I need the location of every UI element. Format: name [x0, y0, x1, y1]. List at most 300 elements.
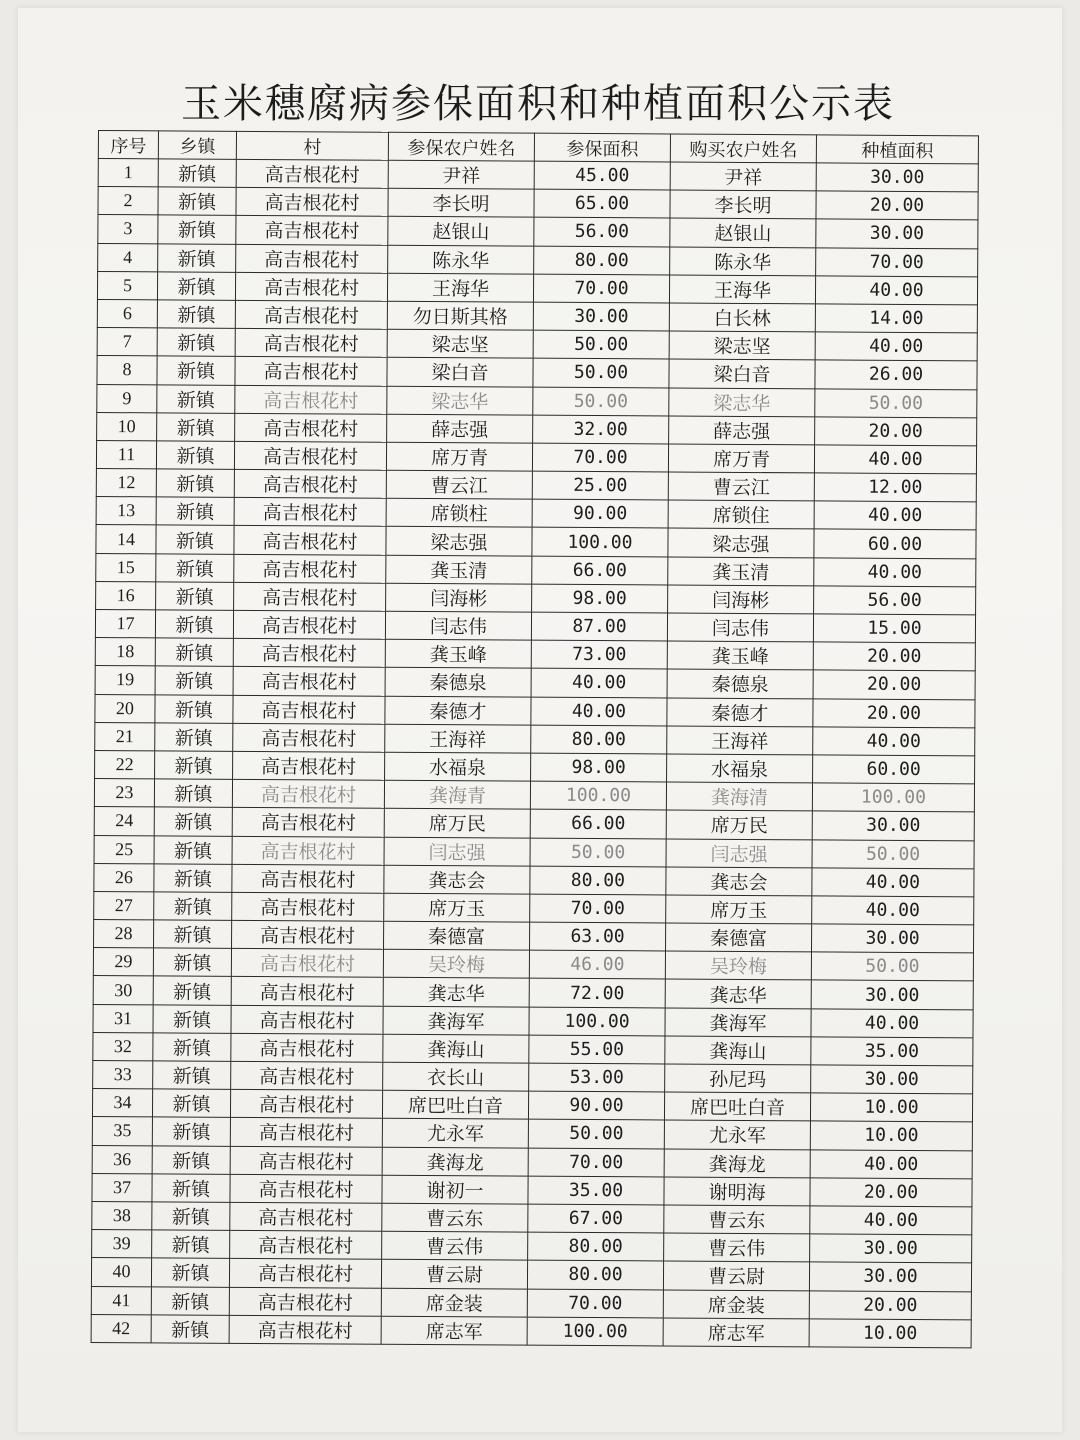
cell-buyer-name: 龚志华 [665, 979, 811, 1008]
cell-planted-area: 40.00 [815, 332, 977, 361]
cell-planted-area: 40.00 [815, 276, 977, 305]
cell-town: 新镇 [157, 272, 235, 301]
cell-insured-area: 40.00 [531, 669, 667, 698]
cell-planted-area: 50.00 [815, 388, 977, 417]
cell-town: 新镇 [156, 582, 234, 611]
cell-planted-area: 14.00 [815, 304, 977, 333]
cell-insured-name: 曹云东 [382, 1203, 528, 1232]
cell-insured-area: 56.00 [534, 218, 670, 247]
cell-village: 高吉根花村 [233, 610, 385, 639]
cell-insured-name: 曹云江 [386, 470, 532, 499]
cell-index: 20 [95, 694, 155, 723]
cell-town: 新镇 [152, 1145, 230, 1174]
cell-index: 23 [94, 779, 154, 808]
cell-insured-name: 梁志强 [386, 527, 532, 556]
cell-insured-area: 72.00 [529, 979, 665, 1008]
cell-buyer-name: 孙尼玛 [665, 1064, 811, 1093]
cell-insured-name: 谢初一 [382, 1175, 528, 1204]
cell-insured-name: 王海祥 [385, 724, 531, 753]
cell-insured-name: 秦德富 [383, 921, 529, 950]
cell-index: 36 [92, 1145, 152, 1174]
cell-buyer-name: 白长林 [669, 303, 815, 332]
cell-buyer-name: 席巴吐白音 [664, 1092, 810, 1121]
cell-village: 高吉根花村 [229, 1287, 381, 1316]
cell-insured-area: 53.00 [529, 1063, 665, 1092]
cell-insured-name: 水福泉 [385, 752, 531, 781]
cell-planted-area: 30.00 [811, 980, 973, 1009]
cell-buyer-name: 吴玲梅 [665, 951, 811, 980]
cell-planted-area: 60.00 [813, 755, 975, 784]
cell-planted-area: 40.00 [813, 727, 975, 756]
cell-index: 24 [94, 807, 154, 836]
cell-planted-area: 30.00 [811, 1065, 973, 1094]
cell-insured-name: 龚玉峰 [385, 639, 531, 668]
cell-village: 高吉根花村 [233, 639, 385, 668]
cell-town: 新镇 [152, 1202, 230, 1231]
cell-insured-area: 45.00 [534, 161, 670, 190]
cell-insured-name: 梁志华 [387, 386, 533, 415]
data-table [91, 130, 979, 1348]
cell-town: 新镇 [158, 159, 236, 188]
cell-insured-area: 70.00 [527, 1289, 663, 1318]
cell-index: 7 [97, 328, 157, 357]
cell-village: 高吉根花村 [236, 244, 388, 273]
cell-index: 22 [95, 750, 155, 779]
cell-buyer-name: 龚海山 [665, 1036, 811, 1065]
cell-insured-area: 80.00 [530, 866, 666, 895]
cell-insured-area: 98.00 [531, 753, 667, 782]
cell-town: 新镇 [158, 215, 236, 244]
cell-insured-area: 98.00 [532, 584, 668, 613]
cell-insured-area: 100.00 [530, 781, 666, 810]
header-insured-name: 参保农户姓名 [388, 132, 534, 161]
cell-insured-name: 勿日斯其格 [387, 301, 533, 330]
cell-buyer-name: 梁白音 [669, 359, 815, 388]
cell-planted-area: 100.00 [812, 783, 974, 812]
cell-planted-area: 12.00 [814, 473, 976, 502]
cell-index: 12 [96, 469, 156, 498]
cell-village: 高吉根花村 [232, 836, 384, 865]
cell-buyer-name: 龚海龙 [664, 1149, 810, 1178]
table-body [91, 159, 978, 1348]
cell-village: 高吉根花村 [235, 328, 387, 357]
cell-buyer-name: 王海祥 [667, 726, 813, 755]
cell-insured-area: 25.00 [532, 471, 668, 500]
cell-planted-area: 30.00 [809, 1262, 971, 1291]
cell-buyer-name: 梁志坚 [669, 331, 815, 360]
cell-town: 新镇 [153, 1061, 231, 1090]
cell-buyer-name: 曹云伟 [664, 1233, 810, 1262]
cell-index: 40 [91, 1258, 151, 1287]
cell-insured-name: 龚玉清 [386, 555, 532, 584]
cell-planted-area: 40.00 [814, 501, 976, 530]
cell-insured-area: 67.00 [528, 1204, 664, 1233]
cell-insured-area: 70.00 [533, 274, 669, 303]
cell-village: 高吉根花村 [230, 1090, 382, 1119]
cell-index: 18 [95, 638, 155, 667]
cell-buyer-name: 陈永华 [670, 247, 816, 276]
cell-insured-name: 梁白音 [387, 358, 533, 387]
cell-buyer-name: 席万玉 [666, 895, 812, 924]
cell-index: 15 [96, 553, 156, 582]
cell-insured-name: 龚海山 [383, 1034, 529, 1063]
cell-town: 新镇 [158, 243, 236, 272]
cell-index: 1 [98, 159, 158, 188]
cell-town: 新镇 [152, 1174, 230, 1203]
cell-village: 高吉根花村 [232, 864, 384, 893]
cell-town: 新镇 [158, 187, 236, 216]
cell-index: 37 [92, 1173, 152, 1202]
cell-town: 新镇 [157, 356, 235, 385]
header-village: 村 [236, 131, 388, 160]
cell-insured-area: 65.00 [534, 189, 670, 218]
cell-insured-name: 秦德泉 [385, 668, 531, 697]
cell-town: 新镇 [153, 948, 231, 977]
cell-index: 2 [98, 187, 158, 216]
cell-village: 高吉根花村 [230, 1146, 382, 1175]
cell-insured-name: 曹云尉 [381, 1260, 527, 1289]
cell-village: 高吉根花村 [235, 413, 387, 442]
cell-insured-area: 100.00 [532, 528, 668, 557]
cell-insured-name: 席万玉 [384, 893, 530, 922]
cell-village: 高吉根花村 [235, 385, 387, 414]
cell-index: 19 [95, 666, 155, 695]
cell-buyer-name: 曹云东 [664, 1205, 810, 1234]
cell-buyer-name: 秦德才 [667, 698, 813, 727]
header-planted-area: 种植面积 [816, 135, 978, 164]
header-index: 序号 [98, 131, 158, 159]
cell-town: 新镇 [152, 1089, 230, 1118]
cell-insured-area: 32.00 [533, 415, 669, 444]
cell-town: 新镇 [151, 1286, 229, 1315]
cell-insured-name: 闫志强 [384, 837, 530, 866]
cell-insured-name: 陈永华 [388, 245, 534, 274]
cell-planted-area: 20.00 [815, 417, 977, 446]
cell-village: 高吉根花村 [232, 808, 384, 837]
cell-planted-area: 30.00 [816, 219, 978, 248]
cell-index: 5 [97, 271, 157, 300]
cell-insured-name: 王海华 [387, 273, 533, 302]
cell-village: 高吉根花村 [233, 695, 385, 724]
cell-index: 10 [97, 412, 157, 441]
cell-town: 新镇 [157, 384, 235, 413]
header-buyer-name: 购买农户姓名 [670, 134, 816, 163]
cell-village: 高吉根花村 [232, 779, 384, 808]
cell-town: 新镇 [153, 1033, 231, 1062]
cell-village: 高吉根花村 [233, 723, 385, 752]
cell-town: 新镇 [154, 920, 232, 949]
cell-planted-area: 56.00 [814, 586, 976, 615]
cell-town: 新镇 [155, 751, 233, 780]
cell-index: 21 [95, 722, 155, 751]
cell-town: 新镇 [156, 525, 234, 554]
cell-buyer-name: 曹云江 [668, 472, 814, 501]
cell-buyer-name: 席万民 [666, 810, 812, 839]
header-insured-area: 参保面积 [534, 133, 670, 162]
cell-index: 26 [94, 863, 154, 892]
cell-insured-name: 薛志强 [387, 414, 533, 443]
cell-buyer-name: 尤永军 [664, 1120, 810, 1149]
cell-insured-name: 曹云伟 [382, 1231, 528, 1260]
cell-insured-name: 秦德才 [385, 696, 531, 725]
cell-planted-area: 35.00 [811, 1037, 973, 1066]
cell-village: 高吉根花村 [229, 1259, 381, 1288]
cell-village: 高吉根花村 [231, 1061, 383, 1090]
cell-village: 高吉根花村 [236, 188, 388, 217]
cell-village: 高吉根花村 [235, 357, 387, 386]
cell-index: 11 [96, 440, 156, 469]
cell-insured-name: 席志军 [381, 1316, 527, 1345]
cell-village: 高吉根花村 [230, 1202, 382, 1231]
cell-town: 新镇 [156, 497, 234, 526]
cell-buyer-name: 谢明海 [664, 1177, 810, 1206]
cell-insured-area: 63.00 [529, 922, 665, 951]
cell-planted-area: 70.00 [816, 247, 978, 276]
cell-insured-name: 席巴吐白音 [382, 1090, 528, 1119]
cell-insured-area: 73.00 [531, 640, 667, 669]
cell-insured-name: 闫志伟 [385, 611, 531, 640]
cell-buyer-name: 王海华 [669, 275, 815, 304]
cell-village: 高吉根花村 [232, 920, 384, 949]
cell-village: 高吉根花村 [234, 554, 386, 583]
cell-village: 高吉根花村 [233, 751, 385, 780]
cell-town: 新镇 [155, 610, 233, 639]
cell-planted-area: 20.00 [813, 698, 975, 727]
cell-buyer-name: 席锁住 [668, 500, 814, 529]
cell-index: 13 [96, 497, 156, 526]
cell-planted-area: 50.00 [811, 952, 973, 981]
cell-insured-area: 50.00 [533, 358, 669, 387]
cell-insured-area: 90.00 [532, 499, 668, 528]
cell-planted-area: 40.00 [811, 1008, 973, 1037]
cell-buyer-name: 闫志伟 [667, 613, 813, 642]
cell-village: 高吉根花村 [231, 1005, 383, 1034]
cell-planted-area: 20.00 [809, 1290, 971, 1319]
cell-insured-area: 55.00 [529, 1035, 665, 1064]
cell-insured-area: 80.00 [531, 725, 667, 754]
cell-insured-name: 席金装 [381, 1288, 527, 1317]
cell-index: 16 [96, 581, 156, 610]
table-row [91, 1314, 971, 1348]
cell-index: 39 [92, 1230, 152, 1259]
cell-town: 新镇 [153, 976, 231, 1005]
cell-index: 33 [93, 1060, 153, 1089]
cell-insured-area: 35.00 [528, 1176, 664, 1205]
cell-planted-area: 40.00 [810, 1149, 972, 1178]
cell-planted-area: 40.00 [814, 445, 976, 474]
cell-planted-area: 20.00 [810, 1178, 972, 1207]
cell-insured-name: 尤永军 [382, 1119, 528, 1148]
cell-index: 41 [91, 1286, 151, 1315]
cell-town: 新镇 [151, 1258, 229, 1287]
cell-village: 高吉根花村 [231, 1033, 383, 1062]
cell-planted-area: 20.00 [813, 642, 975, 671]
cell-buyer-name: 梁志强 [668, 528, 814, 557]
cell-insured-area: 46.00 [529, 950, 665, 979]
cell-town: 新镇 [152, 1230, 230, 1259]
cell-village: 高吉根花村 [236, 159, 388, 188]
cell-planted-area: 20.00 [813, 670, 975, 699]
cell-index: 9 [97, 384, 157, 413]
cell-village: 高吉根花村 [234, 498, 386, 527]
cell-village: 高吉根花村 [230, 1230, 382, 1259]
cell-village: 高吉根花村 [235, 300, 387, 329]
cell-insured-area: 100.00 [529, 1007, 665, 1036]
cell-insured-area: 100.00 [527, 1317, 663, 1346]
cell-insured-name: 李长明 [388, 188, 534, 217]
cell-buyer-name: 梁志华 [669, 387, 815, 416]
cell-insured-area: 87.00 [531, 612, 667, 641]
cell-insured-area: 70.00 [530, 894, 666, 923]
cell-insured-area: 80.00 [527, 1260, 663, 1289]
cell-town: 新镇 [157, 413, 235, 442]
cell-buyer-name: 龚志会 [666, 867, 812, 896]
cell-buyer-name: 闫志强 [666, 838, 812, 867]
cell-insured-name: 衣长山 [383, 1062, 529, 1091]
cell-town: 新镇 [157, 328, 235, 357]
cell-insured-area: 30.00 [533, 302, 669, 331]
cell-planted-area: 30.00 [812, 811, 974, 840]
cell-insured-area: 40.00 [531, 697, 667, 726]
cell-buyer-name: 龚玉清 [668, 557, 814, 586]
cell-buyer-name: 龚海清 [666, 782, 812, 811]
cell-insured-area: 50.00 [530, 838, 666, 867]
cell-index: 35 [92, 1117, 152, 1146]
cell-town: 新镇 [152, 1117, 230, 1146]
cell-village: 高吉根花村 [230, 1174, 382, 1203]
cell-planted-area: 10.00 [810, 1121, 972, 1150]
cell-planted-area: 10.00 [810, 1093, 972, 1122]
cell-town: 新镇 [156, 553, 234, 582]
cell-insured-area: 50.00 [533, 330, 669, 359]
cell-village: 高吉根花村 [232, 892, 384, 921]
cell-planted-area: 30.00 [811, 924, 973, 953]
cell-planted-area: 10.00 [809, 1319, 971, 1348]
cell-town: 新镇 [157, 300, 235, 329]
cell-index: 32 [93, 1032, 153, 1061]
cell-town: 新镇 [154, 864, 232, 893]
cell-town: 新镇 [153, 1004, 231, 1033]
cell-village: 高吉根花村 [234, 582, 386, 611]
cell-buyer-name: 闫海彬 [668, 585, 814, 614]
cell-insured-name: 席万青 [386, 442, 532, 471]
cell-index: 30 [93, 976, 153, 1005]
cell-planted-area: 50.00 [812, 839, 974, 868]
cell-insured-name: 龚志华 [383, 978, 529, 1007]
cell-village: 高吉根花村 [229, 1315, 381, 1344]
cell-buyer-name: 秦德富 [665, 923, 811, 952]
cell-insured-name: 龚海军 [383, 1006, 529, 1035]
cell-insured-area: 70.00 [532, 443, 668, 472]
cell-town: 新镇 [156, 469, 234, 498]
cell-index: 34 [92, 1089, 152, 1118]
cell-village: 高吉根花村 [231, 949, 383, 978]
cell-village: 高吉根花村 [234, 441, 386, 470]
cell-insured-area: 50.00 [528, 1120, 664, 1149]
cell-village: 高吉根花村 [231, 977, 383, 1006]
cell-town: 新镇 [154, 835, 232, 864]
cell-insured-area: 70.00 [528, 1148, 664, 1177]
cell-town: 新镇 [155, 694, 233, 723]
cell-insured-area: 66.00 [532, 556, 668, 585]
cell-buyer-name: 席金装 [663, 1289, 809, 1318]
cell-insured-name: 席锁柱 [386, 499, 532, 528]
cell-index: 28 [94, 920, 154, 949]
cell-index: 38 [92, 1201, 152, 1230]
cell-index: 25 [94, 835, 154, 864]
cell-buyer-name: 曹云尉 [663, 1261, 809, 1290]
cell-planted-area: 30.00 [816, 163, 978, 192]
cell-planted-area: 40.00 [812, 896, 974, 925]
cell-town: 新镇 [154, 779, 232, 808]
cell-planted-area: 20.00 [816, 191, 978, 220]
cell-town: 新镇 [151, 1315, 229, 1344]
cell-planted-area: 40.00 [812, 868, 974, 897]
cell-village: 高吉根花村 [234, 469, 386, 498]
cell-insured-name: 席万民 [384, 809, 530, 838]
cell-town: 新镇 [154, 807, 232, 836]
cell-buyer-name: 薛志强 [669, 416, 815, 445]
cell-village: 高吉根花村 [234, 526, 386, 555]
cell-insured-name: 尹祥 [388, 160, 534, 189]
cell-buyer-name: 秦德泉 [667, 669, 813, 698]
cell-insured-name: 龚海龙 [382, 1147, 528, 1176]
cell-index: 6 [97, 299, 157, 328]
cell-insured-area: 80.00 [534, 246, 670, 275]
cell-insured-name: 赵银山 [388, 217, 534, 246]
cell-index: 27 [94, 891, 154, 920]
cell-insured-name: 龚志会 [384, 865, 530, 894]
cell-insured-area: 80.00 [528, 1232, 664, 1261]
cell-planted-area: 60.00 [814, 529, 976, 558]
cell-index: 8 [97, 356, 157, 385]
cell-village: 高吉根花村 [235, 272, 387, 301]
cell-buyer-name: 龚玉峰 [667, 641, 813, 670]
cell-index: 29 [93, 948, 153, 977]
cell-buyer-name: 席万青 [668, 444, 814, 473]
cell-town: 新镇 [155, 638, 233, 667]
cell-index: 31 [93, 1004, 153, 1033]
document-page [18, 8, 1062, 1432]
cell-village: 高吉根花村 [230, 1118, 382, 1147]
cell-insured-area: 50.00 [533, 387, 669, 416]
cell-buyer-name: 赵银山 [670, 218, 816, 247]
cell-town: 新镇 [156, 441, 234, 470]
cell-planted-area: 40.00 [810, 1206, 972, 1235]
cell-index: 3 [98, 215, 158, 244]
cell-insured-name: 梁志坚 [387, 329, 533, 358]
document-title: 玉米穗腐病参保面积和种植面积公示表 [181, 81, 895, 127]
cell-index: 17 [95, 609, 155, 638]
cell-index: 4 [98, 243, 158, 272]
cell-planted-area: 26.00 [815, 360, 977, 389]
cell-index: 42 [91, 1314, 151, 1343]
header-town: 乡镇 [158, 131, 236, 159]
cell-planted-area: 40.00 [814, 558, 976, 587]
cell-village: 高吉根花村 [236, 216, 388, 245]
cell-insured-area: 90.00 [528, 1091, 664, 1120]
cell-planted-area: 15.00 [813, 614, 975, 643]
cell-insured-name: 龚海青 [384, 780, 530, 809]
cell-buyer-name: 尹祥 [670, 162, 816, 191]
cell-buyer-name: 水福泉 [667, 754, 813, 783]
cell-buyer-name: 李长明 [670, 190, 816, 219]
cell-insured-area: 66.00 [530, 809, 666, 838]
cell-insured-name: 闫海彬 [386, 583, 532, 612]
cell-buyer-name: 龚海军 [665, 1008, 811, 1037]
cell-town: 新镇 [154, 892, 232, 921]
cell-insured-name: 吴玲梅 [383, 950, 529, 979]
